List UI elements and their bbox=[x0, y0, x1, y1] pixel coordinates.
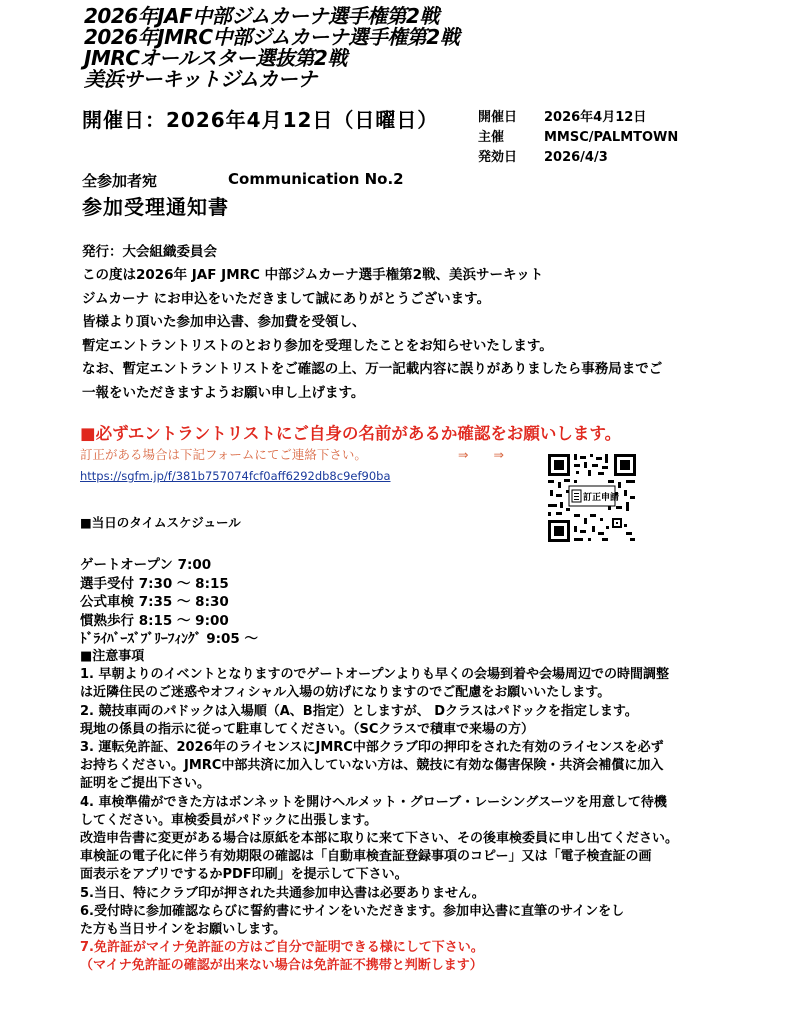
intro-line: 暫定エントラントリストのとおり参加を受理したことをお知らせいたします。 bbox=[82, 337, 553, 354]
note-line: 車検証の電子化に伴う有効期限の確認は「自動車検査証登録事項のコピー」又は「電子検査証の画 bbox=[80, 849, 652, 865]
notes-heading: ■注意事項 bbox=[80, 649, 145, 664]
meta-host-label: 主催 bbox=[478, 130, 505, 145]
event-title-1: 2026年JAF中部ジムカーナ選手権第2戦 bbox=[84, 4, 439, 28]
note-line: してください。車検委員がパドックに出張します。 bbox=[80, 812, 378, 828]
meta-issued-value: 2026/4/3 bbox=[544, 150, 608, 165]
issuer: 発行：大会組織委員会 bbox=[82, 244, 217, 260]
note-line: は近隣住民のご迷惑やオフィシャル入場の妨げになりますのでご配慮をお願いいたします。 bbox=[80, 685, 611, 701]
note-line: た方も当日サインをお願いします。 bbox=[80, 922, 287, 938]
event-title-3: JMRCオールスター選抜第2戦 bbox=[84, 46, 347, 70]
meta-host-row bbox=[478, 128, 678, 148]
note-line-red: 7.免許証がマイナ免許証の方はご自分で証明できる様にして下さい。 bbox=[80, 940, 484, 956]
note-line: 4. 車検準備ができた方はボンネットを開けヘルメット・グローブ・レーシングスーツを用意して待機 bbox=[80, 794, 667, 810]
schedule-item: 選手受付 7:30 ～ 8:15 bbox=[80, 575, 229, 592]
communication-number: Communication No.2 bbox=[228, 170, 404, 188]
meta-date-label: 開催日 bbox=[478, 110, 518, 125]
intro-line: ジムカーナ にお申込をいただきまして誠にありがとうございます。 bbox=[82, 290, 491, 307]
meta-host-value: MMSC/PALMTOWN bbox=[544, 130, 679, 145]
note-line: 5.当日、特にクラブ印が押された共通参加申込書は必要ありません。 bbox=[80, 885, 485, 901]
entry-check-notice: ■必ずエントラントリストにご自身の名前があるか確認をお願いします。 bbox=[80, 424, 622, 443]
meta-date-value: 2026年4月12日 bbox=[544, 110, 647, 125]
notes-block bbox=[80, 648, 678, 976]
qr-code[interactable] bbox=[546, 452, 638, 544]
correction-form-link[interactable]: https://sgfm.jp/f/381b757074fcf0aff6292db8c9ef90ba bbox=[80, 469, 391, 483]
note-line: 1. 早朝よりのイベントとなりますのでゲートオープンよりも早くの会場到着や会場周辺での時間調整 bbox=[80, 667, 669, 683]
schedule-item: ゲートオープン 7:00 bbox=[80, 557, 212, 573]
schedule-heading: ■当日のタイムスケジュール bbox=[80, 515, 241, 530]
arrows: ⇒ ⇒ bbox=[458, 447, 504, 462]
schedule-list bbox=[80, 556, 258, 649]
meta-date-row bbox=[478, 108, 678, 128]
intro-line: この度は2026年 JAF JMRC 中部ジムカーナ選手権第2戦、美浜サーキット bbox=[82, 267, 544, 283]
note-line: 改造申告書に変更がある場合は原紙を本部に取りに来て下さい、その後車検委員に申し出てください。 bbox=[80, 831, 679, 847]
event-title-2: 2026年JMRC中部ジムカーナ選手権第2戦 bbox=[84, 25, 460, 49]
note-line: 3. 運転免許証、2026年のライセンスにJMRC中部クラブ印の押印をされた有効のライセンスを必ず bbox=[80, 740, 664, 756]
event-title-4: 美浜サーキットジムカーナ bbox=[84, 67, 317, 91]
note-line-red: （マイナ免許証の確認が出来ない場合は免許証不携帯と判断します） bbox=[80, 958, 483, 974]
note-line: 6.受付時に参加確認ならびに誓約書にサインをいただきます。参加申込書に直筆のサインをし bbox=[80, 903, 625, 919]
document-title: 参加受理通知書 bbox=[82, 195, 229, 219]
meta-block bbox=[478, 108, 678, 168]
event-date-line: 開催日：2026年4月12日（日曜日） bbox=[82, 108, 439, 132]
intro-paragraph bbox=[82, 264, 662, 405]
intro-line: 一報をいただきますようお願い申し上げます。 bbox=[82, 384, 365, 401]
note-line: 2. 競技車両のパドックは入場順（A、B指定）としますが、 Dクラスはパドックを指定します。 bbox=[80, 703, 638, 719]
note-line: 現地の係員の指示に従って駐車してください。（SCクラスで積車で来場の方） bbox=[80, 721, 535, 737]
schedule-item: 公式車検 7:35 ～ 8:30 bbox=[80, 594, 229, 610]
note-line: お持ちください。JMRC中部共済に加入していない方は、競技に有効な傷害保険・共済会補償に加入 bbox=[80, 758, 664, 774]
recipient: 全参加者宛 bbox=[82, 172, 158, 190]
intro-line: 皆様より頂いた参加申込書、参加費を受領し、 bbox=[82, 314, 366, 330]
schedule-item: 慣熟歩行 8:15 ～ 9:00 bbox=[80, 612, 229, 629]
schedule-item: ﾄﾞﾗｲﾊﾞｰｽﾞﾌﾞﾘｰﾌｨﾝｸﾞ 9:05 ～ bbox=[80, 631, 258, 647]
note-line: 面表示をアプリでするかPDF印刷」を提示して下さい。 bbox=[80, 867, 408, 883]
meta-issued-label: 発効日 bbox=[478, 150, 518, 165]
note-line: 証明をご提出下さい。 bbox=[80, 776, 211, 792]
meta-issued-row bbox=[478, 148, 678, 168]
intro-line: なお、暫定エントラントリストをご確認の上、万一記載内容に誤りがありましたら事務局までご bbox=[82, 361, 663, 377]
correction-instruction: 訂正がある場合は下記フォームにてご連絡下さい。 bbox=[80, 447, 367, 462]
qr-label: 訂正申請 bbox=[583, 493, 620, 503]
